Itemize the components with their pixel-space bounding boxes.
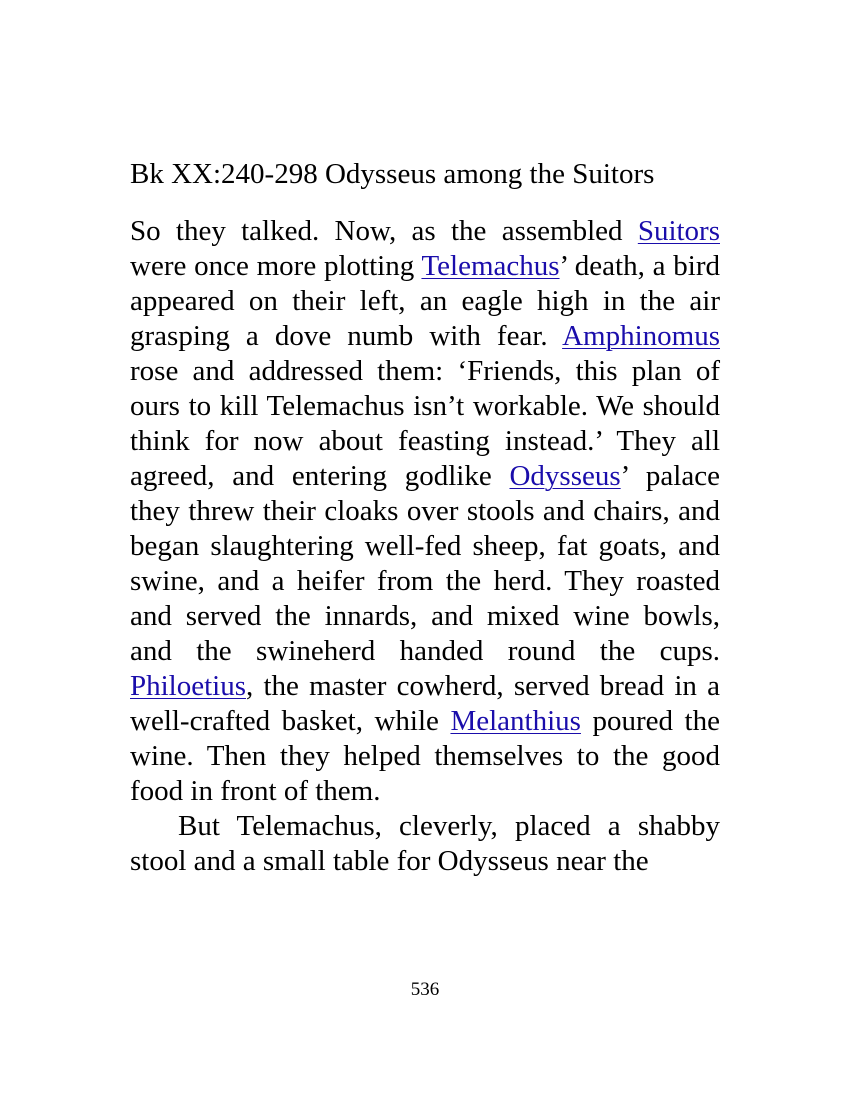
paragraph-1-text-6: , the master cowherd, served bread in a well-crafted basket, while bbox=[130, 670, 720, 737]
paragraph-1-text-7: poured the wine. Then they helped themselves to the good food in front of them. bbox=[130, 705, 720, 807]
paragraph-1-text-4: rose and addressed them: ‘Friends, this plan of ours to kill Telemachus isn’t workable. We should think for now about feasting instead.’ They all agreed, and entering godlike bbox=[130, 355, 720, 492]
paragraph-1-text-2: were once more plotting bbox=[130, 250, 422, 282]
section-heading: Bk XX:240-298 Odysseus among the Suitors bbox=[130, 158, 655, 190]
paragraph-1 bbox=[130, 214, 720, 809]
link-suitors[interactable]: Suitors bbox=[637, 215, 720, 247]
paragraph-1-text-3: ’ death, a bird appeared on their left, an eagle high in the air grasping a dove numb with fear. bbox=[130, 250, 720, 352]
paragraph-1-text-1: So they talked. Now, as the assembled bbox=[130, 215, 638, 247]
link-amphinomus[interactable]: Amphinomus bbox=[562, 320, 720, 352]
link-philoetius[interactable]: Philoetius bbox=[130, 670, 247, 702]
page-content bbox=[130, 152, 720, 879]
link-telemachus[interactable]: Telemachus bbox=[421, 250, 560, 282]
link-melanthius[interactable]: Melanthius bbox=[450, 705, 581, 737]
paragraph-1-text-5: ’ palace they threw their cloaks over stools and chairs, and began slaughtering well-fed sheep, fat goats, and swine, and a heifer from the herd. They roasted and served the innards, and mixed wine bowls, and the swineherd handed round the cups. bbox=[130, 460, 720, 667]
page-number: 536 bbox=[410, 979, 440, 1000]
link-odysseus[interactable]: Odysseus bbox=[509, 460, 621, 492]
paragraph-2: But Telemachus, cleverly, placed a shabby stool and a small table for Odysseus near the bbox=[130, 810, 720, 877]
